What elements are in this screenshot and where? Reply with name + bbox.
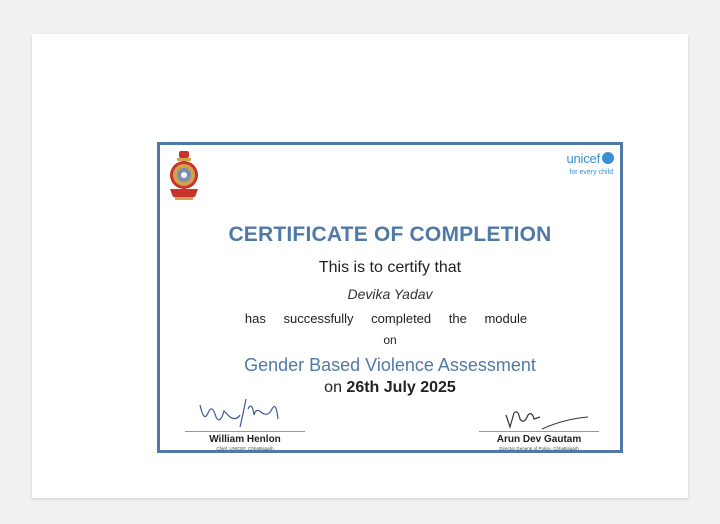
date-prefix: on <box>324 379 342 396</box>
date-value: 26th July 2025 <box>346 379 456 396</box>
on-word: on <box>383 333 397 347</box>
signature-scribble-icon <box>484 395 594 431</box>
completed-line: has successfully completed the module <box>244 311 528 326</box>
certify-line: This is to certify that <box>318 259 462 276</box>
signatory-title-left: Chief, UNICEF, Chhattisgarh <box>216 446 274 451</box>
signatory-name-right: Arun Dev Gautam <box>496 434 582 445</box>
document-page <box>32 34 688 498</box>
police-emblem-icon <box>165 149 203 205</box>
signature-block-left <box>170 395 320 451</box>
unicef-tagline: for every child <box>569 169 613 176</box>
signatory-title-right: Director General of Police, Chhattisgarh <box>499 446 579 451</box>
unicef-wordmark: unicef <box>566 151 600 166</box>
signatory-name-left: William Henlon <box>209 434 281 445</box>
unicef-logo <box>558 151 614 185</box>
module-name: Gender Based Violence Assessment <box>244 355 536 375</box>
certificate-title: CERTIFICATE OF COMPLETION <box>228 223 552 246</box>
recipient-name: Devika Yadav <box>347 286 433 302</box>
globe-icon <box>602 152 614 164</box>
signature-rule-left <box>185 431 305 432</box>
signature-rule-right <box>479 431 599 432</box>
signature-scribble-icon <box>190 395 300 431</box>
signature-block-right <box>464 395 614 451</box>
certificate-frame <box>157 142 623 453</box>
